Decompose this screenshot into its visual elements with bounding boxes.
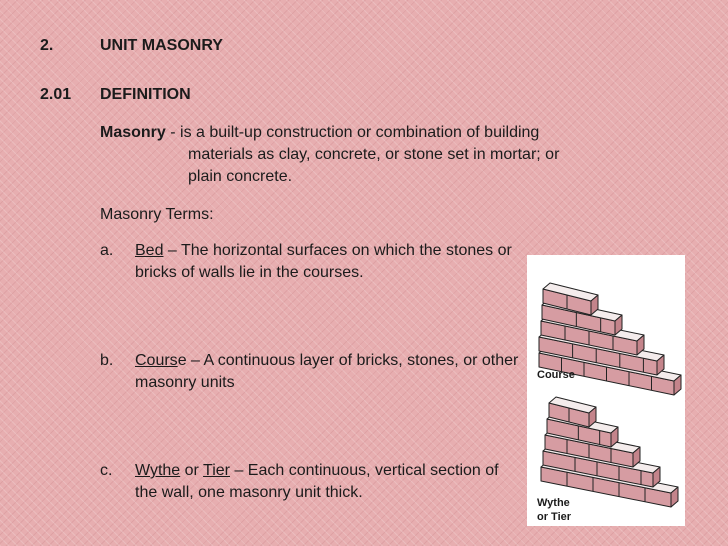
- caption-wythe-line-2: or Tier: [537, 511, 572, 523]
- subsection-title: DEFINITION: [100, 86, 191, 103]
- subsection-number: 2.01: [40, 86, 72, 103]
- section-number: 2.: [40, 37, 54, 54]
- term-body: [135, 460, 520, 504]
- term-body: [135, 240, 520, 284]
- term-name: Cours: [135, 352, 178, 369]
- definition-line-3: plain concrete.: [188, 168, 293, 185]
- section-title: UNIT MASONRY: [100, 37, 223, 54]
- caption-wythe-line-1: Wythe: [537, 497, 570, 509]
- term-text: – The horizontal surfaces on which the stones or bricks of walls lie in the courses.: [135, 242, 512, 281]
- term-item-bed: [100, 240, 520, 290]
- definition-line-1: - is a built-up construction or combination of building: [165, 124, 540, 141]
- masonry-illustration-panel: [527, 255, 685, 526]
- caption-wythe: [537, 496, 597, 524]
- term-name-2: Tier: [203, 462, 230, 479]
- term-marker: c.: [100, 462, 113, 479]
- term-body: [135, 350, 520, 394]
- brick-wall-illustrations: [527, 255, 685, 526]
- terms-heading: Masonry Terms:: [100, 206, 214, 223]
- definition-term: Masonry: [100, 124, 166, 141]
- masonry-definition: [100, 122, 620, 188]
- term-name: Bed: [135, 242, 164, 259]
- term-text: – A continuous layer of bricks, stones, or other masonry units: [135, 352, 519, 391]
- term-item-wythe: [100, 460, 520, 510]
- term-text: – Each continuous, vertical section of the wall, one masonry unit thick.: [135, 462, 499, 501]
- definition-line-2: materials as clay, concrete, or stone set in mortar; or: [188, 146, 560, 163]
- term-connector: or: [180, 462, 204, 479]
- caption-course: Course: [537, 369, 575, 381]
- term-item-course: [100, 350, 520, 400]
- term-name: Wythe: [135, 462, 181, 479]
- term-marker: b.: [100, 352, 114, 369]
- term-name-suffix: e: [177, 352, 187, 369]
- term-marker: a.: [100, 242, 114, 259]
